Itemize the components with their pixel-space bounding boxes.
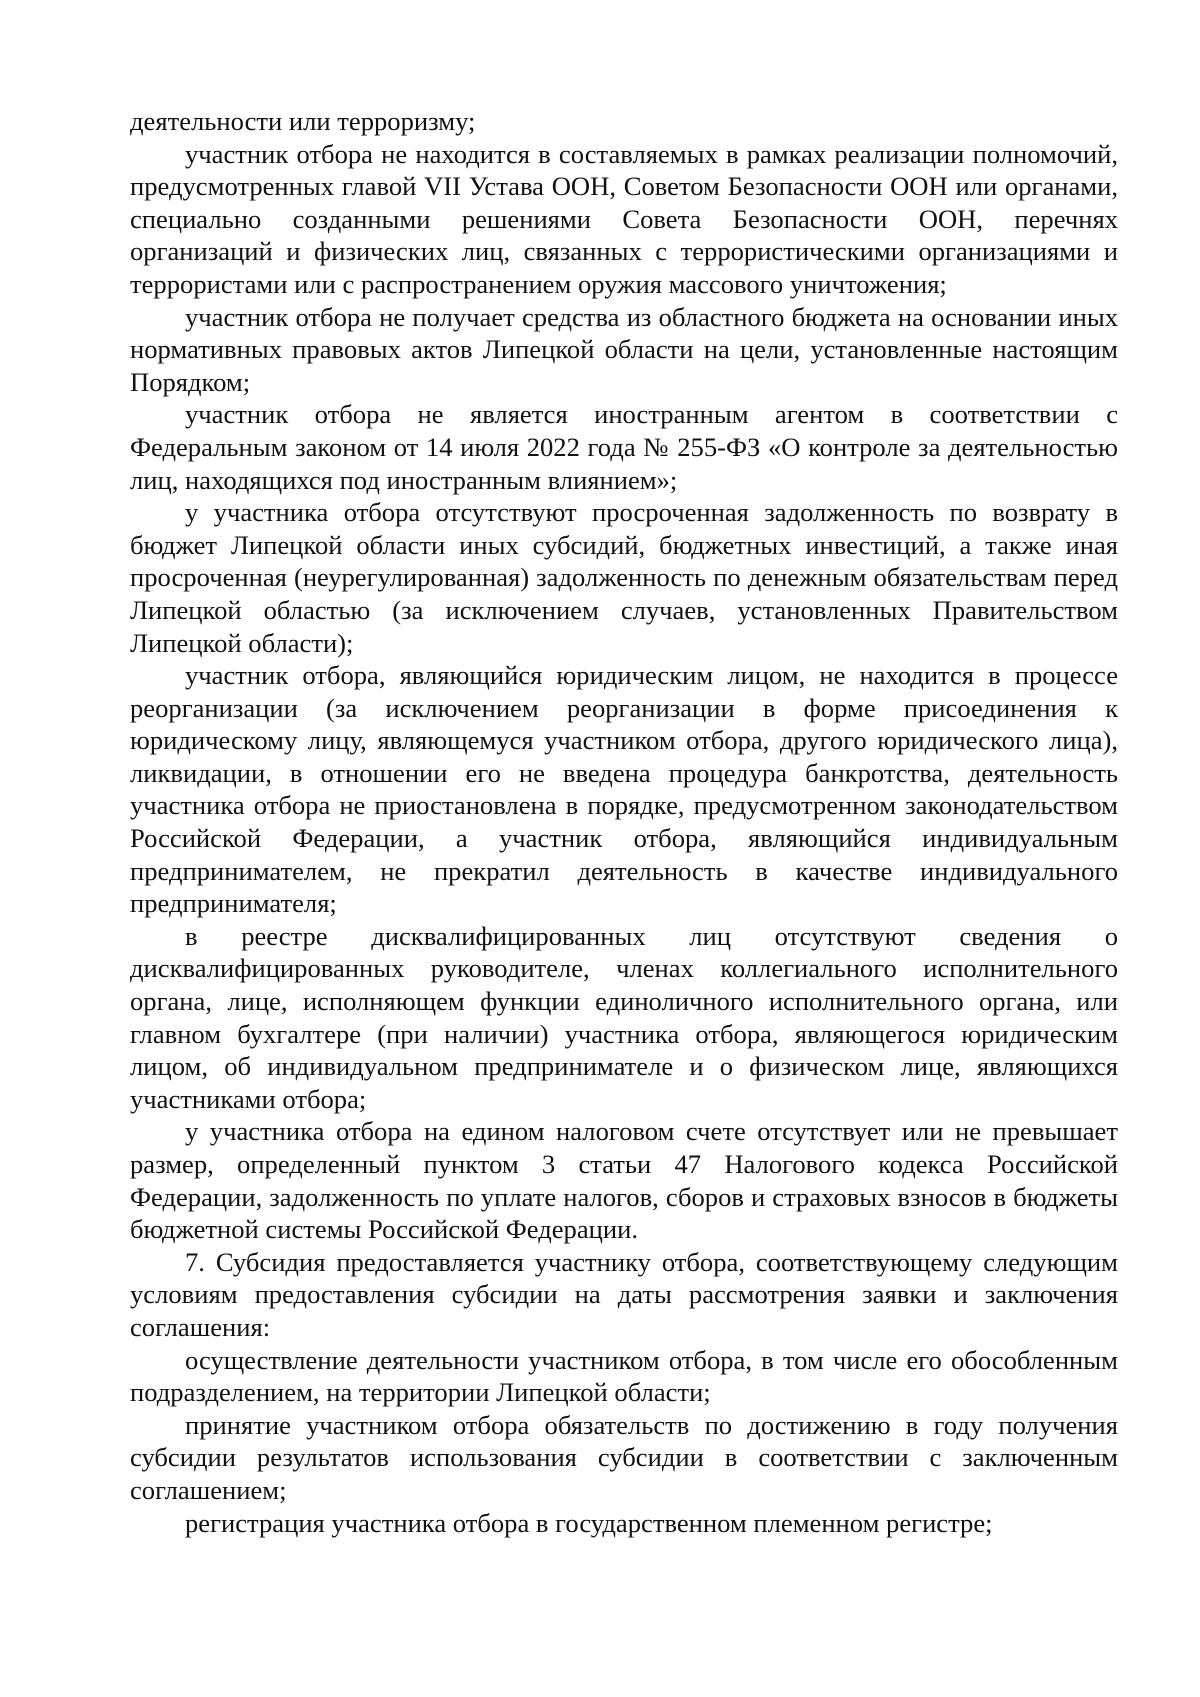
paragraph-obligations: принятие участником отбора обязательств по достижению в году получения субсидии результатов использования субсидии в соответствии с заключенным соглашением; [130, 1409, 1118, 1505]
paragraph-no-reorganization: участник отбора, являющийся юридическим лицом, не находится в процессе реорганизации (за исключением реорганизации в форме присоединения к юридическому лицу, являющемуся участником отбора, другого юридического лица), ликвидации, в отношении его не введена процедура банкротства, деятельность участника отбора не приостановлена в порядке, предусмотренном законодательством Российской Федерации, а участник отбора, являющийся индивидуальным предпринимателем, не прекратил деятельность в качестве индивидуального предпринимателя; [130, 660, 1118, 919]
paragraph-no-regional-budget-funds: участник отбора не получает средства из областного бюджета на основании иных нормативных правовых актов Липецкой области на цели, установленные настоящим Порядком; [130, 301, 1118, 397]
paragraph-tax-debt: у участника отбора на едином налоговом счете отсутствует или не превышает размер, определенный пунктом 3 статьи 47 Налогового кодекса Российской Федерации, задолженность по уплате налогов, сборов и страховых взносов в бюджеты бюджетной системы Российской Федерации. [130, 1116, 1118, 1245]
paragraph-activity-in-region: осуществление деятельности участником отбора, в том числе его обособленным подразделением, на территории Липецкой области; [130, 1344, 1118, 1408]
paragraph-un-sanctions-lists: участник отбора не находится в составляемых в рамках реализации полномочий, предусмотренных главой VII Устава ООН, Советом Безопасности ООН или органами, специально созданными решениями Совета Безопасности ООН, перечнях организаций и физических лиц, связанных с террористическими организациями и террористами или с распространением оружия массового уничтожения; [130, 138, 1118, 299]
paragraph-no-overdue-debt: у участника отбора отсутствуют просроченная задолженность по возврату в бюджет Липецкой области иных субсидий, бюджетных инвестиций, а также иная просроченная (неурегулированная) задолженность по денежным обязательствам перед Липецкой областью (за исключением случаев, установленных Правительством Липецкой области); [130, 497, 1118, 658]
paragraph-continuation: деятельности или терроризму; [130, 106, 476, 136]
paragraph-clause-7: 7. Субсидия предоставляется участнику отбора, соответствующему следующим условиям предоставления субсидии на даты рассмотрения заявки и заключения соглашения: [130, 1246, 1118, 1342]
paragraph-disqualified-persons-registry: в реестре дисквалифицированных лиц отсутствуют сведения о дисквалифицированных руководителе, членах коллегиального исполнительного органа, лице, исполняющем функции единоличного исполнительного органа, или главном бухгалтере (при наличии) участника отбора, являющегося юридическим лицом, об индивидуальном предпринимателе и о физическом лице, являющихся участниками отбора; [130, 920, 1118, 1114]
document-page [130, 105, 1118, 1539]
paragraph-breeding-register: регистрация участника отбора в государственном племенном регистре; [185, 1507, 993, 1538]
paragraph-not-foreign-agent: участник отбора не является иностранным агентом в соответствии с Федеральным законом от 14 июля 2022 года № 255-ФЗ «О контроле за деятельностью лиц, находящихся под иностранным влиянием»; [130, 399, 1118, 495]
